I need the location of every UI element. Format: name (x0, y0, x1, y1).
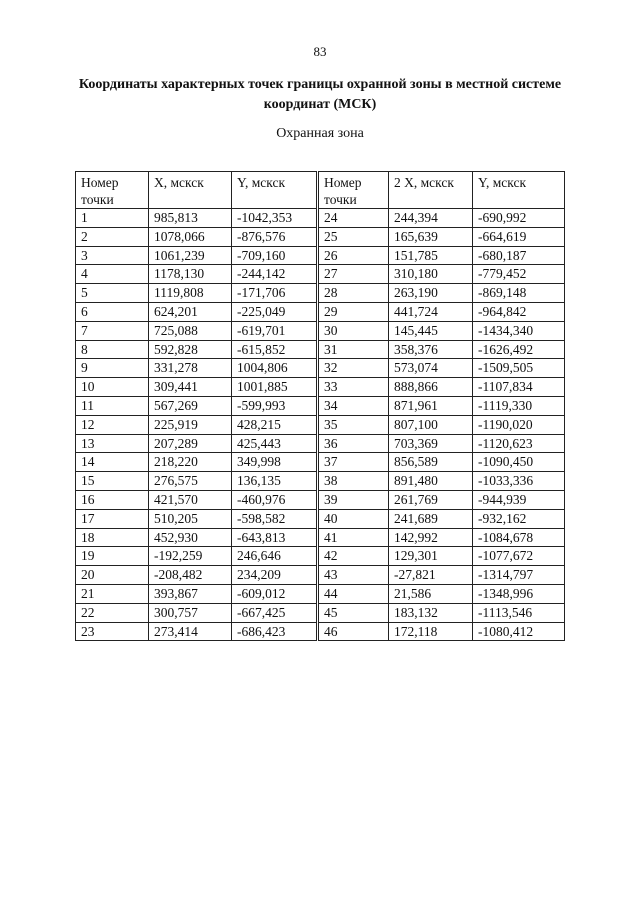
table-row (319, 453, 565, 472)
cell-x-coordinate: 183,132 (389, 603, 473, 622)
cell-point-number: 4 (76, 265, 149, 284)
cell-point-number: 24 (319, 209, 389, 228)
cell-point-number: 36 (319, 434, 389, 453)
cell-y-coordinate: -686,423 (232, 622, 317, 641)
cell-x-coordinate: 142,992 (389, 528, 473, 547)
cell-x-coordinate: 309,441 (149, 378, 232, 397)
table-row (319, 509, 565, 528)
cell-x-coordinate: -208,482 (149, 566, 232, 585)
table-row (76, 434, 317, 453)
header-point-number (76, 172, 149, 209)
cell-x-coordinate: 592,828 (149, 340, 232, 359)
cell-y-coordinate: -1119,330 (473, 396, 565, 415)
cell-y-coordinate: -1509,505 (473, 359, 565, 378)
cell-x-coordinate: 151,785 (389, 246, 473, 265)
table-row (76, 415, 317, 434)
cell-point-number: 5 (76, 284, 149, 303)
cell-x-coordinate: 888,866 (389, 378, 473, 397)
cell-y-coordinate: -171,706 (232, 284, 317, 303)
cell-x-coordinate: 310,180 (389, 265, 473, 284)
table-row (76, 265, 317, 284)
cell-point-number: 22 (76, 603, 149, 622)
table-row (319, 490, 565, 509)
table-row (76, 302, 317, 321)
table-row (319, 284, 565, 303)
cell-y-coordinate: -615,852 (232, 340, 317, 359)
cell-point-number: 21 (76, 584, 149, 603)
cell-y-coordinate: -964,842 (473, 302, 565, 321)
cell-x-coordinate: 300,757 (149, 603, 232, 622)
table-row (319, 603, 565, 622)
table-row (319, 472, 565, 491)
cell-x-coordinate: 244,394 (389, 209, 473, 228)
table-row (319, 547, 565, 566)
cell-point-number: 31 (319, 340, 389, 359)
cell-x-coordinate: 985,813 (149, 209, 232, 228)
table-row (319, 528, 565, 547)
cell-x-coordinate: 218,220 (149, 453, 232, 472)
cell-y-coordinate: -609,012 (232, 584, 317, 603)
cell-x-coordinate: 1061,239 (149, 246, 232, 265)
cell-y-coordinate: -643,813 (232, 528, 317, 547)
cell-point-number: 20 (76, 566, 149, 585)
cell-point-number: 12 (76, 415, 149, 434)
cell-x-coordinate: 207,289 (149, 434, 232, 453)
header-point-number (319, 172, 389, 209)
table-row (76, 566, 317, 585)
cell-point-number: 17 (76, 509, 149, 528)
table-row (76, 359, 317, 378)
cell-point-number: 9 (76, 359, 149, 378)
table-row (319, 622, 565, 641)
cell-x-coordinate: 21,586 (389, 584, 473, 603)
cell-x-coordinate: 703,369 (389, 434, 473, 453)
cell-y-coordinate: -1090,450 (473, 453, 565, 472)
cell-point-number: 26 (319, 246, 389, 265)
cell-x-coordinate: 452,930 (149, 528, 232, 547)
cell-x-coordinate: 331,278 (149, 359, 232, 378)
cell-y-coordinate: -680,187 (473, 246, 565, 265)
cell-y-coordinate: -664,619 (473, 227, 565, 246)
header-y: Y, мскск (232, 172, 317, 209)
cell-x-coordinate: 807,100 (389, 415, 473, 434)
cell-point-number: 29 (319, 302, 389, 321)
table-row (76, 509, 317, 528)
cell-point-number: 28 (319, 284, 389, 303)
table-row (319, 584, 565, 603)
cell-y-coordinate: -1626,492 (473, 340, 565, 359)
cell-x-coordinate: 441,724 (389, 302, 473, 321)
cell-y-coordinate: -779,452 (473, 265, 565, 284)
cell-y-coordinate: -690,992 (473, 209, 565, 228)
cell-point-number: 6 (76, 302, 149, 321)
coordinates-table-left (75, 171, 317, 641)
table-row (76, 622, 317, 641)
table-row (319, 246, 565, 265)
cell-point-number: 11 (76, 396, 149, 415)
cell-y-coordinate: -876,576 (232, 227, 317, 246)
cell-y-coordinate: 234,209 (232, 566, 317, 585)
cell-point-number: 37 (319, 453, 389, 472)
cell-point-number: 45 (319, 603, 389, 622)
table-row (76, 340, 317, 359)
cell-point-number: 41 (319, 528, 389, 547)
table-row (319, 209, 565, 228)
cell-y-coordinate: -1033,336 (473, 472, 565, 491)
table-row (319, 340, 565, 359)
table-row (76, 321, 317, 340)
cell-x-coordinate: 567,269 (149, 396, 232, 415)
document-subtitle: Охранная зона (276, 126, 364, 141)
cell-x-coordinate: 263,190 (389, 284, 473, 303)
cell-y-coordinate: 246,646 (232, 547, 317, 566)
table-row (319, 265, 565, 284)
cell-point-number: 3 (76, 246, 149, 265)
header-point-number-label: Номер точки (324, 175, 362, 207)
cell-x-coordinate: 891,480 (389, 472, 473, 491)
cell-y-coordinate: 428,215 (232, 415, 317, 434)
cell-point-number: 44 (319, 584, 389, 603)
cell-point-number: 34 (319, 396, 389, 415)
cell-point-number: 33 (319, 378, 389, 397)
cell-y-coordinate: -599,993 (232, 396, 317, 415)
header-point-number-label: Номер точки (81, 175, 119, 207)
cell-x-coordinate: 273,414 (149, 622, 232, 641)
cell-y-coordinate: -1120,623 (473, 434, 565, 453)
cell-y-coordinate: -1348,996 (473, 584, 565, 603)
cell-y-coordinate: -1190,020 (473, 415, 565, 434)
table-row (319, 396, 565, 415)
header-x: X, мскск (149, 172, 232, 209)
cell-x-coordinate: 261,769 (389, 490, 473, 509)
cell-x-coordinate: 1119,808 (149, 284, 232, 303)
cell-x-coordinate: 358,376 (389, 340, 473, 359)
cell-point-number: 32 (319, 359, 389, 378)
table-row (76, 472, 317, 491)
table-header-row (319, 172, 565, 209)
cell-x-coordinate: 129,301 (389, 547, 473, 566)
cell-point-number: 27 (319, 265, 389, 284)
cell-point-number: 39 (319, 490, 389, 509)
cell-y-coordinate: -1113,546 (473, 603, 565, 622)
cell-x-coordinate: 725,088 (149, 321, 232, 340)
cell-x-coordinate: 225,919 (149, 415, 232, 434)
cell-y-coordinate: -932,162 (473, 509, 565, 528)
cell-x-coordinate: 624,201 (149, 302, 232, 321)
table-row (76, 396, 317, 415)
cell-x-coordinate: 421,570 (149, 490, 232, 509)
table-row (76, 209, 317, 228)
cell-x-coordinate: 145,445 (389, 321, 473, 340)
cell-y-coordinate: -1084,678 (473, 528, 565, 547)
cell-y-coordinate: 136,135 (232, 472, 317, 491)
cell-y-coordinate: -709,160 (232, 246, 317, 265)
page-number: 83 (313, 44, 327, 59)
cell-x-coordinate: 871,961 (389, 396, 473, 415)
table-row (319, 378, 565, 397)
cell-point-number: 13 (76, 434, 149, 453)
cell-x-coordinate: 393,867 (149, 584, 232, 603)
cell-y-coordinate: -460,976 (232, 490, 317, 509)
cell-point-number: 35 (319, 415, 389, 434)
cell-y-coordinate: -944,939 (473, 490, 565, 509)
table-row (76, 547, 317, 566)
cell-point-number: 18 (76, 528, 149, 547)
cell-y-coordinate: 425,443 (232, 434, 317, 453)
cell-x-coordinate: 172,118 (389, 622, 473, 641)
cell-x-coordinate: 510,205 (149, 509, 232, 528)
cell-point-number: 8 (76, 340, 149, 359)
cell-y-coordinate: -1107,834 (473, 378, 565, 397)
table-row (76, 453, 317, 472)
cell-y-coordinate: 1004,806 (232, 359, 317, 378)
cell-point-number: 40 (319, 509, 389, 528)
cell-x-coordinate: 1178,130 (149, 265, 232, 284)
cell-point-number: 38 (319, 472, 389, 491)
cell-y-coordinate: -1434,340 (473, 321, 565, 340)
cell-y-coordinate: -667,425 (232, 603, 317, 622)
header-x: 2 X, мскск (389, 172, 473, 209)
cell-y-coordinate: -225,049 (232, 302, 317, 321)
cell-x-coordinate: 1078,066 (149, 227, 232, 246)
cell-x-coordinate: 573,074 (389, 359, 473, 378)
table-row (76, 227, 317, 246)
cell-point-number: 14 (76, 453, 149, 472)
table-row (76, 378, 317, 397)
cell-point-number: 42 (319, 547, 389, 566)
table-row (76, 284, 317, 303)
cell-y-coordinate: 349,998 (232, 453, 317, 472)
cell-x-coordinate: 241,689 (389, 509, 473, 528)
cell-y-coordinate: -1042,353 (232, 209, 317, 228)
cell-y-coordinate: -1314,797 (473, 566, 565, 585)
header-y: Y, мскск (473, 172, 565, 209)
cell-point-number: 25 (319, 227, 389, 246)
cell-point-number: 46 (319, 622, 389, 641)
cell-point-number: 19 (76, 547, 149, 566)
cell-y-coordinate: -869,148 (473, 284, 565, 303)
cell-x-coordinate: -27,821 (389, 566, 473, 585)
cell-point-number: 7 (76, 321, 149, 340)
table-row (319, 359, 565, 378)
table-row (76, 528, 317, 547)
cell-y-coordinate: -1080,412 (473, 622, 565, 641)
cell-y-coordinate: -1077,672 (473, 547, 565, 566)
cell-y-coordinate: -619,701 (232, 321, 317, 340)
cell-y-coordinate: 1001,885 (232, 378, 317, 397)
cell-x-coordinate: -192,259 (149, 547, 232, 566)
coordinates-table-right (318, 171, 565, 641)
cell-point-number: 23 (76, 622, 149, 641)
cell-x-coordinate: 165,639 (389, 227, 473, 246)
cell-y-coordinate: -598,582 (232, 509, 317, 528)
table-row (319, 434, 565, 453)
cell-x-coordinate: 276,575 (149, 472, 232, 491)
table-row (76, 246, 317, 265)
table-row (319, 415, 565, 434)
cell-y-coordinate: -244,142 (232, 265, 317, 284)
cell-point-number: 1 (76, 209, 149, 228)
table-row (76, 490, 317, 509)
cell-x-coordinate: 856,589 (389, 453, 473, 472)
cell-point-number: 43 (319, 566, 389, 585)
table-row (319, 302, 565, 321)
table-row (319, 566, 565, 585)
cell-point-number: 10 (76, 378, 149, 397)
cell-point-number: 30 (319, 321, 389, 340)
cell-point-number: 16 (76, 490, 149, 509)
cell-point-number: 15 (76, 472, 149, 491)
table-row (319, 227, 565, 246)
table-header-row (76, 172, 317, 209)
table-row (319, 321, 565, 340)
cell-point-number: 2 (76, 227, 149, 246)
table-row (76, 584, 317, 603)
document-title: Координаты характерных точек границы охранной зоны в местной системе координат (МСК) (78, 77, 562, 112)
table-row (76, 603, 317, 622)
